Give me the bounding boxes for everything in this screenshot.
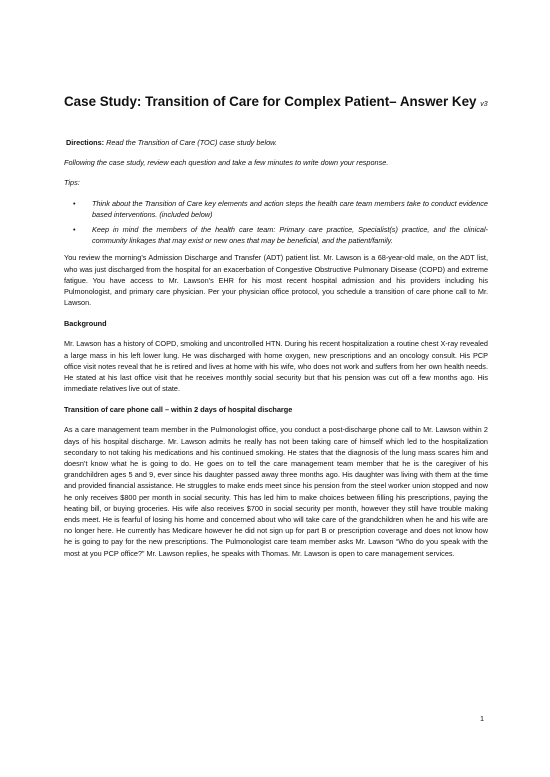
tips-list (64, 198, 488, 247)
tip-item (64, 198, 488, 220)
directions (64, 137, 488, 148)
toc-paragraph: As a care management team member in the Pulmonologist office, you conduct a post-discharge phone call to Mr. Lawson within 2 days of his hospital discharge. Mr. Lawson admits he really has not been taking care of himself which led to the hospitalization secondary to not taking his medications and his continued smoking. He states that the diagnosis of the lung mass scares him and doesn’t know what he is going to do. He goes on to tell the care management team member that he is the caregiver of his grandchildren ages 5 and 9, ever since his daughter passed away three months ago. His daughter was living with them at the time and provided financial assistance. He struggles to make ends meet since his pension from the steel worker union stopped and now he only receives $800 per month in social security. This has led him to make choices between filling his prescriptions, paying the heating bill, or buying groceries. His wife also receives $700 in social security per month, however they still have trouble making ends meet. He is fearful of losing his home and concerned about who will take care of the grandchildren when he and his wife are no longer here. He currently has Medicare however he did not sign up for part B or prescription coverage and does not know how he is going to pay for the new prescriptions. The Pulmonologist care team member asks Mr. Lawson “Who do you speak with the most at you PCP office?” Mr. Lawson replies, he speaks with Thomas. Mr. Lawson is open to care management services. (64, 425, 488, 558)
directions-label: Directions: (66, 138, 105, 147)
tip-item (64, 224, 488, 246)
title-text: Case Study: Transition of Care for Complex Patient– Answer Key (64, 94, 477, 109)
intro-paragraph: You review the morning’s Admission Discharge and Transfer (ADT) patient list. Mr. Lawson is a 68-year-old male, on the ADT list, who was just discharged from the hospital for an exacerbation of Congestive Obstructive Pulmonary Disease (COPD) and extreme fatigue. You have access to Mr. Lawson’s EHR for his most recent hospital admission and his providers including his Pulmonologist, and primary care physician. Per your physician office protocol, you schedule a transition of care phone call to Mr. Lawson. (64, 253, 488, 308)
tips-label: Tips: (64, 178, 80, 188)
toc-heading: Transition of care phone call – within 2 days of hospital discharge (64, 405, 293, 415)
background-heading: Background (64, 319, 107, 329)
tip-text: Keep in mind the members of the health care team: Primary care practice, Specialist(s) practice, and the clinical-community linkages that may exist or new ones that may be beneficial, and the patient/family. (92, 225, 488, 246)
version-tag: v3 (480, 101, 488, 108)
page-number: 1 (480, 714, 485, 723)
document-title (64, 94, 488, 113)
following-instruction: Following the case study, review each question and take a few minutes to write down your response. (64, 158, 389, 168)
directions-text: Read the Transition of Care (TOC) case study below. (104, 138, 278, 147)
tip-text: Think about the Transition of Care key elements and action steps the health care team members take to conduct evidence based interventions. (included below) (92, 198, 488, 219)
bullet-icon: • (73, 198, 76, 208)
background-paragraph: Mr. Lawson has a history of COPD, smoking and uncontrolled HTN. During his recent hospitalization a routine chest X-ray revealed a large mass in his left lower lung. He was discharged with home oxygen, new prescriptions and an oncology consult. His PCP office visit notes reveal that he is retired and lives at home with his wife, who does not work and suffers from her own health needs. He stated at his last office visit that he receives monthly social security but that his pension was cut off a few months ago. His immediate relatives live out of state. (64, 339, 488, 394)
document-body (64, 94, 488, 559)
bullet-icon: • (73, 225, 76, 235)
